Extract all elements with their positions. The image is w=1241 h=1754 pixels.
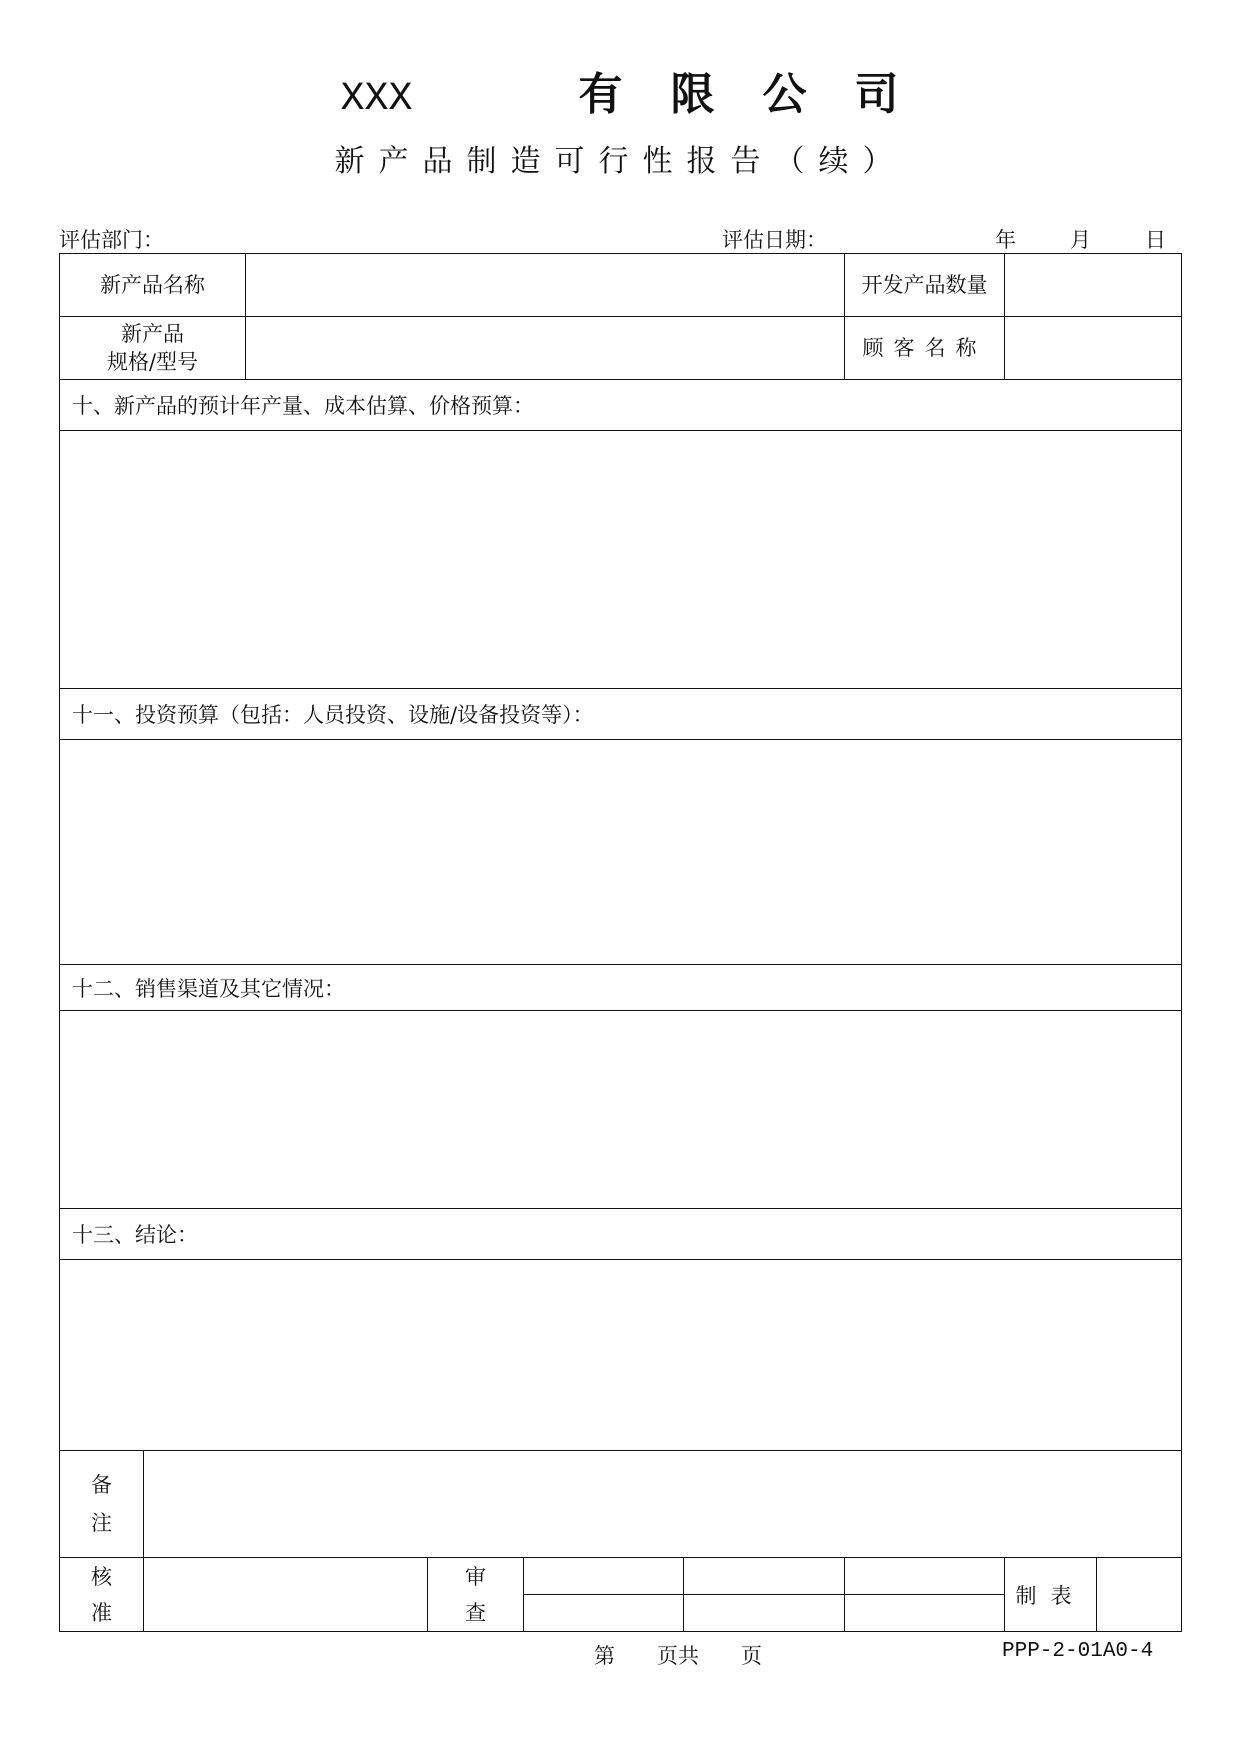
remarks-label-line1: 备 [91, 1473, 112, 1497]
section-13-header [60, 1209, 1182, 1260]
section-12-title: 十二、销售渠道及其它情况： [60, 965, 1182, 1011]
day-label: 日 [1145, 228, 1166, 252]
product-name-row [60, 254, 1182, 317]
review-label-line1: 审 [465, 1564, 486, 1589]
review-cell-6[interactable] [845, 1595, 1005, 1632]
dev-quantity-field[interactable] [1005, 254, 1182, 317]
remarks-label-line2: 注 [91, 1511, 112, 1535]
report-form [59, 253, 1182, 1632]
review-cell-1[interactable] [524, 1558, 684, 1595]
review-cell-5[interactable] [684, 1595, 845, 1632]
section-13-title: 十三、结论： [60, 1209, 1182, 1260]
spec-label [60, 317, 246, 380]
dev-quantity-label: 开发产品数量 [845, 254, 1005, 317]
review-label-line2: 查 [465, 1600, 486, 1625]
spec-field[interactable] [246, 317, 845, 380]
remarks-field[interactable] [144, 1451, 1182, 1558]
section-11-header [60, 689, 1182, 740]
remarks-label [60, 1451, 144, 1558]
section-10-field[interactable] [60, 431, 1182, 689]
company-title [0, 58, 1241, 122]
approve-signature-field[interactable] [144, 1558, 428, 1632]
page-number: 第 页共 页 [594, 1644, 762, 1668]
remarks-row [60, 1451, 1182, 1558]
report-title: 新产品制造可行性报告（续） [334, 144, 907, 179]
section-11-body [60, 740, 1182, 965]
company-name: 有 限 公 司 [578, 69, 901, 120]
approve-label [60, 1558, 144, 1632]
section-10-header [60, 380, 1182, 431]
review-label [428, 1558, 524, 1632]
product-name-field[interactable] [246, 254, 845, 317]
date-fields [995, 224, 1166, 254]
customer-label: 顾客名称 [845, 317, 1005, 380]
section-12-header [60, 965, 1182, 1011]
spec-row [60, 317, 1182, 380]
section-13-field[interactable] [60, 1260, 1182, 1451]
review-cell-3[interactable] [845, 1558, 1005, 1595]
review-cell-2[interactable] [684, 1558, 845, 1595]
customer-field[interactable] [1005, 317, 1182, 380]
section-12-field[interactable] [60, 1011, 1182, 1209]
spec-label-line1: 新产品 [121, 322, 184, 346]
spec-label-line2: 规格/型号 [106, 350, 199, 374]
section-13-body [60, 1260, 1182, 1451]
evaluation-date-label: 评估日期： [722, 228, 827, 252]
approve-label-line1: 核 [91, 1564, 112, 1589]
year-label: 年 [995, 228, 1016, 252]
signoff-row-top [60, 1558, 1182, 1595]
review-cell-4[interactable] [524, 1595, 684, 1632]
section-11-field[interactable] [60, 740, 1182, 965]
prepared-by-field[interactable] [1097, 1558, 1182, 1632]
company-prefix: XXX [340, 77, 413, 122]
document-code: PPP-2-01A0-4 [1002, 1640, 1154, 1663]
prepared-by-label: 制表 [1005, 1558, 1097, 1632]
section-11-title: 十一、投资预算（包括：人员投资、设施/设备投资等）： [60, 689, 1182, 740]
evaluation-department-label: 评估部门： [59, 228, 164, 252]
product-name-label: 新产品名称 [60, 254, 246, 317]
section-10-body [60, 431, 1182, 689]
approve-label-line2: 准 [91, 1600, 112, 1625]
month-label: 月 [1070, 228, 1091, 252]
section-10-title: 十、新产品的预计年产量、成本估算、价格预算： [60, 380, 1182, 431]
section-12-body [60, 1011, 1182, 1209]
